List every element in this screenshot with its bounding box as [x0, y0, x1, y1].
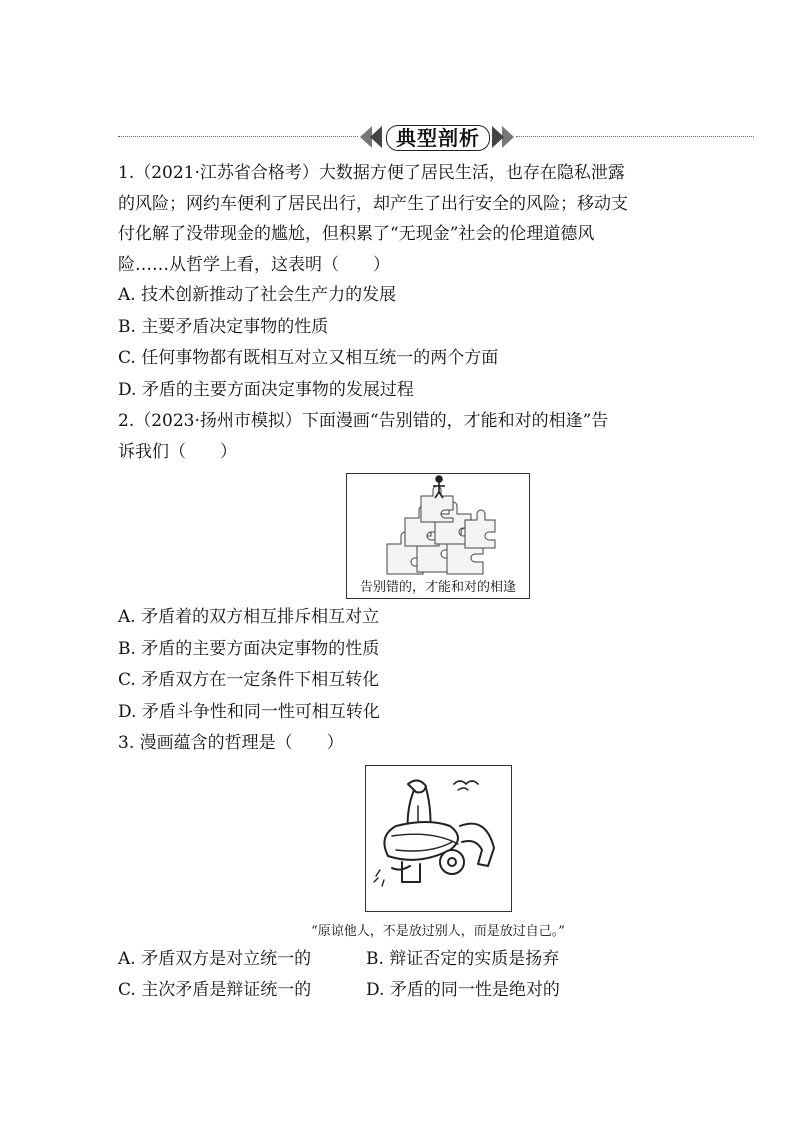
- comic-illustration: [366, 766, 511, 911]
- question-text-line: 3. 漫画蕴含的哲理是（ ）: [118, 733, 344, 753]
- question-text-line: 1.（2021·江苏省合格考）大数据方便了居民生活，也存在隐私泄露: [118, 163, 625, 183]
- option-d[interactable]: D. 矛盾的主要方面决定事物的发展过程: [118, 379, 414, 400]
- comic-puzzle-figure: [346, 473, 530, 599]
- header-divider-left: [118, 136, 358, 137]
- question-list: [118, 158, 758, 1006]
- option-b[interactable]: B. 辩证否定的实质是扬弃: [366, 948, 560, 969]
- question-3: [118, 728, 758, 1006]
- section-title: 典型剖析: [386, 125, 490, 151]
- options-row: [118, 975, 758, 1006]
- comic-figure: [365, 765, 512, 912]
- option-b[interactable]: B. 矛盾的主要方面决定事物的性质: [118, 638, 380, 659]
- figure-caption: “原谅他人，不是放过别人，而是放过自己。”: [311, 923, 565, 939]
- header-divider-right: [516, 136, 754, 137]
- options-row: [118, 944, 758, 975]
- puzzle-pieces-illustration: [347, 474, 529, 578]
- option-d[interactable]: D. 矛盾的同一性是绝对的: [366, 979, 560, 1000]
- question-text-line: 诉我们（ ）: [118, 441, 237, 462]
- option-d[interactable]: D. 矛盾斗争性和同一性可相互转化: [118, 701, 380, 722]
- option-a[interactable]: A. 矛盾双方是对立统一的: [118, 948, 312, 969]
- question-2: [118, 406, 758, 728]
- option-b[interactable]: B. 主要矛盾决定事物的性质: [118, 316, 329, 337]
- question-text-line: 付化解了没带现金的尴尬，但积累了“无现金”社会的伦理道德风: [118, 224, 595, 244]
- question-text-line: 2.（2023·扬州市模拟）下面漫画“告别错的，才能和对的相逢”告: [118, 411, 609, 431]
- option-c[interactable]: C. 矛盾双方在一定条件下相互转化: [118, 670, 380, 690]
- question-text-line: 险……从哲学上看，这表明（ ）: [118, 254, 390, 275]
- question-1: [118, 158, 758, 406]
- figure-caption: 告别错的，才能和对的相逢: [359, 580, 516, 595]
- section-header: [118, 122, 754, 152]
- option-a[interactable]: A. 矛盾着的双方相互排斥相互对立: [118, 607, 380, 627]
- option-a[interactable]: A. 技术创新推动了社会生产力的发展: [118, 285, 397, 305]
- option-c[interactable]: C. 任何事物都有既相互对立又相互统一的两个方面: [118, 348, 499, 368]
- question-text-line: 的风险；网约车便利了居民出行，却产生了出行安全的风险；移动支: [118, 193, 628, 214]
- section-badge: [358, 122, 516, 152]
- option-c[interactable]: C. 主次矛盾是辩证统一的: [118, 979, 312, 1000]
